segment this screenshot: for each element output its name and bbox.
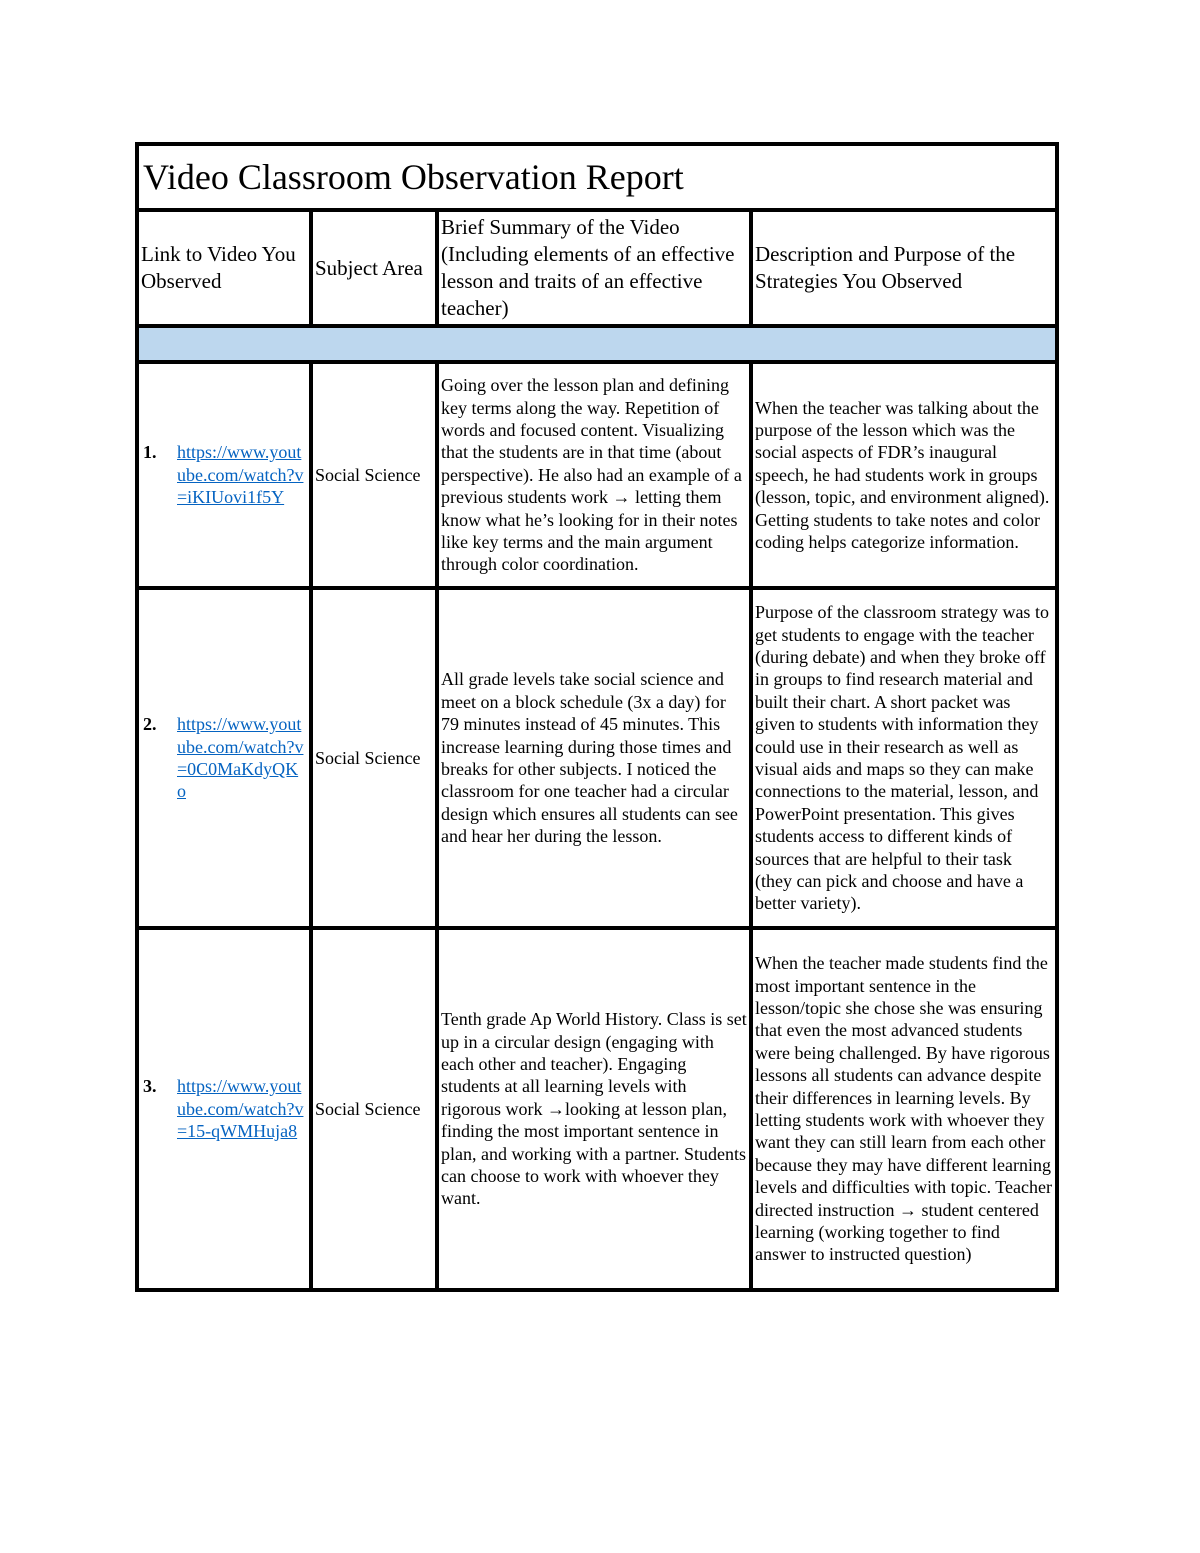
table-row <box>137 928 1057 1290</box>
header-row <box>137 210 1057 326</box>
description-cell: When the teacher was talking about the purpose of the lesson which was the social aspects of FDR’s inaugural speech, he had students work in groups (lesson, topic, and environment aligned). Getting students to take notes and color coding helps categorize information. <box>751 362 1057 588</box>
link-cell <box>137 588 311 928</box>
subject-cell: Social Science <box>311 588 437 928</box>
subject-cell: Social Science <box>311 362 437 588</box>
header-link: Link to Video You Observed <box>137 210 311 326</box>
video-link[interactable]: https://www.youtube.com/watch?v=15-qWMHuja8 <box>177 1076 304 1142</box>
summary-cell: Going over the lesson plan and defining key terms along the way. Repetition of words and focused content. Visualizing that the students are in that time (about perspective). He also had an example of a previous students work → letting them know what he’s looking for in their notes like key terms and the main argument through color coordination. <box>437 362 751 588</box>
link-cell <box>137 928 311 1290</box>
report-title: Video Classroom Observation Report <box>137 144 1057 210</box>
description-cell: Purpose of the classroom strategy was to get students to engage with the teacher (during debate) and when they broke off in groups to find research material and built their chart. A short packet was given to students with information they could use in their research as well as visual aids and maps so they can make connections to the material, lesson, and PowerPoint presentation. This gives students access to different kinds of sources that are helpful to their task (they can pick and choose and have a better variety). <box>751 588 1057 928</box>
row-number: 1. <box>143 442 157 463</box>
summary-cell: Tenth grade Ap World History. Class is set up in a circular design (engaging with each other and teacher). Engaging students at all learning levels with rigorous work →looking at lesson plan, finding the most important sentence in plan, and working with a partner. Students can choose to work with whoever they want. <box>437 928 751 1290</box>
title-row <box>137 144 1057 210</box>
header-summary: Brief Summary of the Video (Including elements of an effective lesson and traits of an effective teacher) <box>437 210 751 326</box>
table-row <box>137 588 1057 928</box>
header-description: Description and Purpose of the Strategies You Observed <box>751 210 1057 326</box>
section-band-row <box>137 326 1057 362</box>
summary-cell: All grade levels take social science and meet on a block schedule (3x a day) for 79 minutes instead of 45 minutes. This increase learning during those times and breaks for other subjects. I noticed the classroom for one teacher had a circular design which ensures all students can see and hear her during the lesson. <box>437 588 751 928</box>
observation-report-table <box>135 142 1059 1292</box>
row-number: 2. <box>143 714 157 735</box>
link-cell <box>137 362 311 588</box>
row-number: 3. <box>143 1076 157 1097</box>
video-link[interactable]: https://www.youtube.com/watch?v=0C0MaKdyQKo <box>177 714 304 802</box>
header-subject: Subject Area <box>311 210 437 326</box>
table-row <box>137 362 1057 588</box>
subject-cell: Social Science <box>311 928 437 1290</box>
description-cell: When the teacher made students find the most important sentence in the lesson/topic she chose she was ensuring that even the most advanced students were being challenged. By have rigorous lessons all students can advance despite their differences in learning levels. By letting students work with whoever they want they can still learn from each other because they may have different learning levels and difficulties with topic. Teacher directed instruction → student centered learning (working together to find answer to instructed question) <box>751 928 1057 1290</box>
section-band <box>137 326 1057 362</box>
video-link[interactable]: https://www.youtube.com/watch?v=iKIUovi1f5Y <box>177 442 304 508</box>
